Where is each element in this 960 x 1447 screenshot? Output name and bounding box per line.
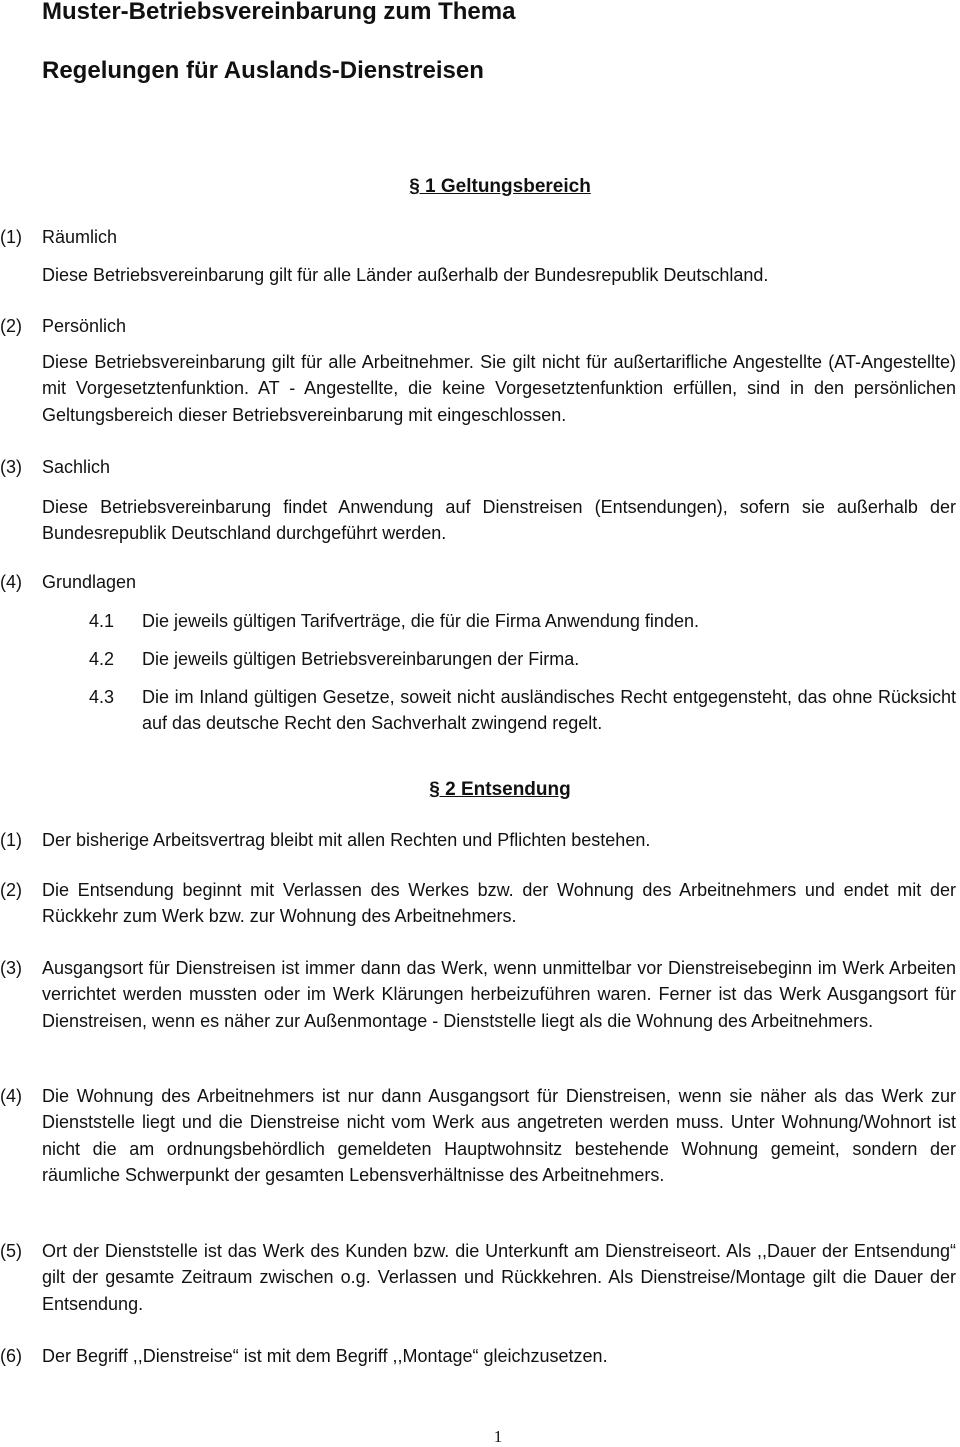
item-label: Sachlich (42, 457, 111, 477)
item-number: (2) (0, 880, 22, 900)
subitem-number: 4.3 (89, 687, 115, 707)
section-1-heading-text: § 1 Geltungsbereich (409, 176, 591, 197)
section-1-heading (0, 174, 960, 200)
item-number: (4) (0, 572, 22, 592)
item-label: Grundlagen (42, 572, 137, 592)
document-title: Muster-Betriebsvereinbarung zum Thema (42, 0, 516, 25)
item-number: (4) (0, 1086, 22, 1106)
item-text: Der bisherige Arbeitsvertrag bleibt mit allen Rechten und Pflichten bestehen. (42, 830, 651, 850)
page-number: 1 (493, 1427, 503, 1446)
item-text: Der Begriff ,,Dienstreise“ ist mit dem Begriff ,,Montage“ gleichzusetzen. (42, 1346, 608, 1366)
item-label: Räumlich (42, 227, 118, 247)
subitem-text: Die jeweils gültigen Betriebsvereinbarungen der Firma. (142, 649, 580, 669)
item-text: Ort der Dienststelle ist das Werk des Kunden bzw. die Unterkunft am Dienstreiseort. Als ,,Dauer der Entsendung“ gilt der gesamte Zeitraum zwischen o.g. Verlassen und Rückkehren. Als Dienstreise/Montage gilt die Dauer der Entsendung. (42, 1241, 956, 1314)
item-label: Persönlich (42, 316, 127, 336)
subitem-text: Die jeweils gültigen Tarifverträge, die für die Firma Anwendung finden. (142, 611, 699, 631)
item-text: Diese Betriebsvereinbarung gilt für alle Länder außerhalb der Bundesrepublik Deutschland. (42, 265, 769, 285)
item-number: (3) (0, 958, 22, 978)
item-text: Diese Betriebsvereinbarung gilt für alle Arbeitnehmer. Sie gilt nicht für außertarifliche Angestellte (AT-Angestellte) mit Vorgesetztenfunktion. AT - Angestellte, die keine Vorgesetztenfunktion erfüllen, sind in den persönlichen Geltungsbereich dieser Betriebsvereinbarung mit eingeschlossen. (42, 352, 956, 425)
subitem-number: 4.2 (89, 649, 115, 669)
item-number: (1) (0, 227, 22, 247)
item-number: (2) (0, 316, 22, 336)
item-text: Diese Betriebsvereinbarung findet Anwendung auf Dienstreisen (Entsendungen), sofern sie außerhalb der Bundesrepublik Deutschland durchgeführt werden. (42, 497, 956, 544)
item-text: Die Entsendung beginnt mit Verlassen des Werkes bzw. der Wohnung des Arbeitnehmers und endet mit der Rückkehr zum Werk bzw. zur Wohnung des Arbeitnehmers. (42, 880, 956, 927)
item-number: (1) (0, 830, 22, 850)
item-text: Die Wohnung des Arbeitnehmers ist nur dann Ausgangsort für Dienstreisen, wenn sie näher als das Werk zur Dienststelle liegt und die Dienstreise nicht vom Werk aus angetreten werden muss. Unter Wohnung/Wohnort ist nicht die am ordnungsbehördlich gemeldeten Hauptwohnsitz bestehende Wohnung gemeint, sondern der räumliche Schwerpunkt der gesamten Lebensverhältnisse des Arbeitnehmers. (42, 1086, 956, 1186)
subitem-text: Die im Inland gültigen Gesetze, soweit nicht ausländisches Recht entgegensteht, das ohne Rücksicht auf das deutsche Recht den Sachverhalt zwingend regelt. (142, 687, 956, 734)
subitem-number: 4.1 (89, 611, 115, 631)
section-2-heading (0, 777, 960, 803)
section-2-heading-text: § 2 Entsendung (429, 779, 571, 800)
document-subtitle: Regelungen für Auslands-Dienstreisen (42, 57, 484, 84)
item-number: (3) (0, 457, 22, 477)
item-text: Ausgangsort für Dienstreisen ist immer dann das Werk, wenn unmittelbar vor Dienstreisebeginn im Werk Arbeiten verrichtet werden mussten oder im Werk Klärungen herbeizuführen waren. Ferner ist das Werk Ausgangsort für Dienstreisen, wenn es näher zur Außenmontage - Dienststelle liegt als die Wohnung des Arbeitnehmers. (42, 958, 956, 1031)
item-number: (5) (0, 1241, 22, 1261)
item-number: (6) (0, 1346, 22, 1366)
